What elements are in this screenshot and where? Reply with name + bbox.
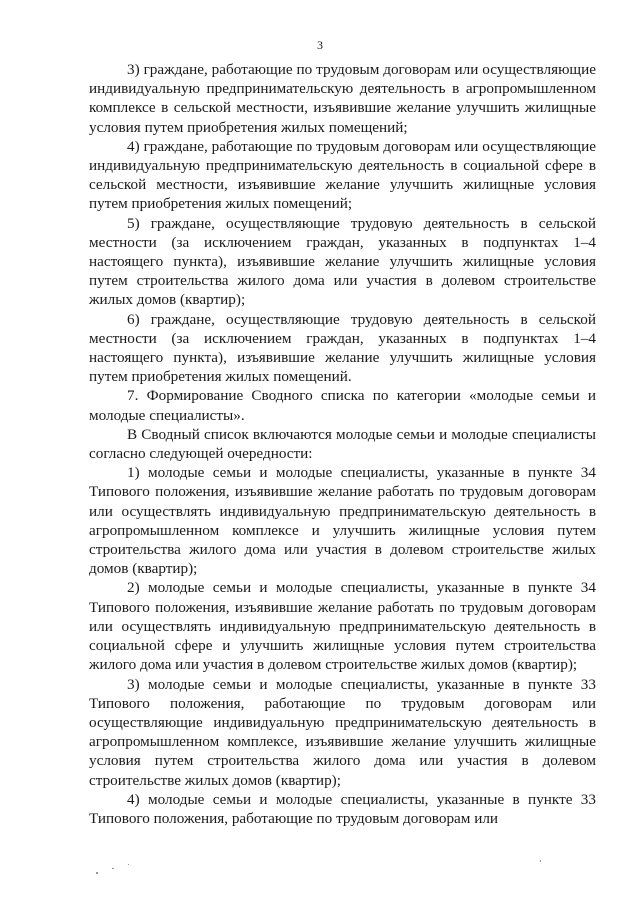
- paragraph-subitem-3: 3) граждане, работающие по трудовым договорам или осуществляющие индивидуальную предпринимательскую деятельность в агропромышленном комплексе в сельской местности, изъявившие желание улучшить жилищные условия путем приобретения жилых помещений;: [89, 61, 596, 136]
- document-body: [89, 60, 596, 828]
- paragraph-subitem-4: 4) граждане, работающие по трудовым договорам или осуществляющие индивидуальную предпринимательскую деятельность в социальной сфере в сельской местности, изъявившие желание улучшить жилищные условия путем приобретения жилых помещений;: [89, 137, 596, 213]
- paragraph-order-item-4: 4) молодые семьи и молодые специалисты, указанные в пункте 33 Типового положения, работающие по трудовым договорам или: [89, 790, 596, 827]
- paragraph-subitem-6: 6) граждане, осуществляющие трудовую деятельность в сельской местности (за исключением граждан, указанных в подпунктах 1–4 настоящего пункта), изъявившие желание улучшить жилищные условия путем приобретения жилых помещений.: [89, 310, 596, 386]
- scan-speck: [96, 872, 98, 874]
- scan-speck: [128, 864, 129, 865]
- scan-speck: [540, 860, 541, 862]
- paragraph-section-7-heading: 7. Формирование Сводного списка по категории «молодые семьи и молодые специалисты».: [89, 387, 596, 424]
- paragraph-order-item-3: 3) молодые семьи и молодые специалисты, указанные в пункте 33 Типового положения, работающие по трудовым договорам или осуществляющие индивидуальную предпринимательскую деятельность в агропромышленном комплексе, изъявившие желание улучшить жилищные условия путем строительства жилого дома или участия в долевом строительстве жилых домов (квартир);: [89, 675, 596, 789]
- paragraph-order-item-1: 1) молодые семьи и молодые специалисты, указанные в пункте 34 Типового положения, изъявившие желание работать по трудовым договорам или осуществлять индивидуальную предпринимательскую деятельность в агропромышленном комплексе и улучшить жилищные условия путем строительства жилого дома или участия в долевом строительстве жилых домов (квартир);: [89, 464, 596, 578]
- scan-speck: [112, 868, 114, 869]
- paragraph-subitem-5: 5) граждане, осуществляющие трудовую деятельность в сельской местности (за исключением граждан, указанных в подпунктах 1–4 настоящего пункта), изъявившие желание улучшить жилищные условия путем строительства жилого дома или участия в долевом строительстве жилых домов (квартир);: [89, 214, 596, 309]
- page-number: 3: [317, 38, 323, 52]
- paragraph-order-intro: В Сводный список включаются молодые семьи и молодые специалисты согласно следующей очередности:: [89, 425, 596, 463]
- paragraph-order-item-2: 2) молодые семьи и молодые специалисты, указанные в пункте 34 Типового положения, изъявившие желание работать по трудовым договорам или осуществлять индивидуальную предпринимательскую деятельность в социальной сфере и улучшить жилищные условия путем строительства жилого дома или участия в долевом строительстве жилых домов (квартир);: [89, 579, 596, 674]
